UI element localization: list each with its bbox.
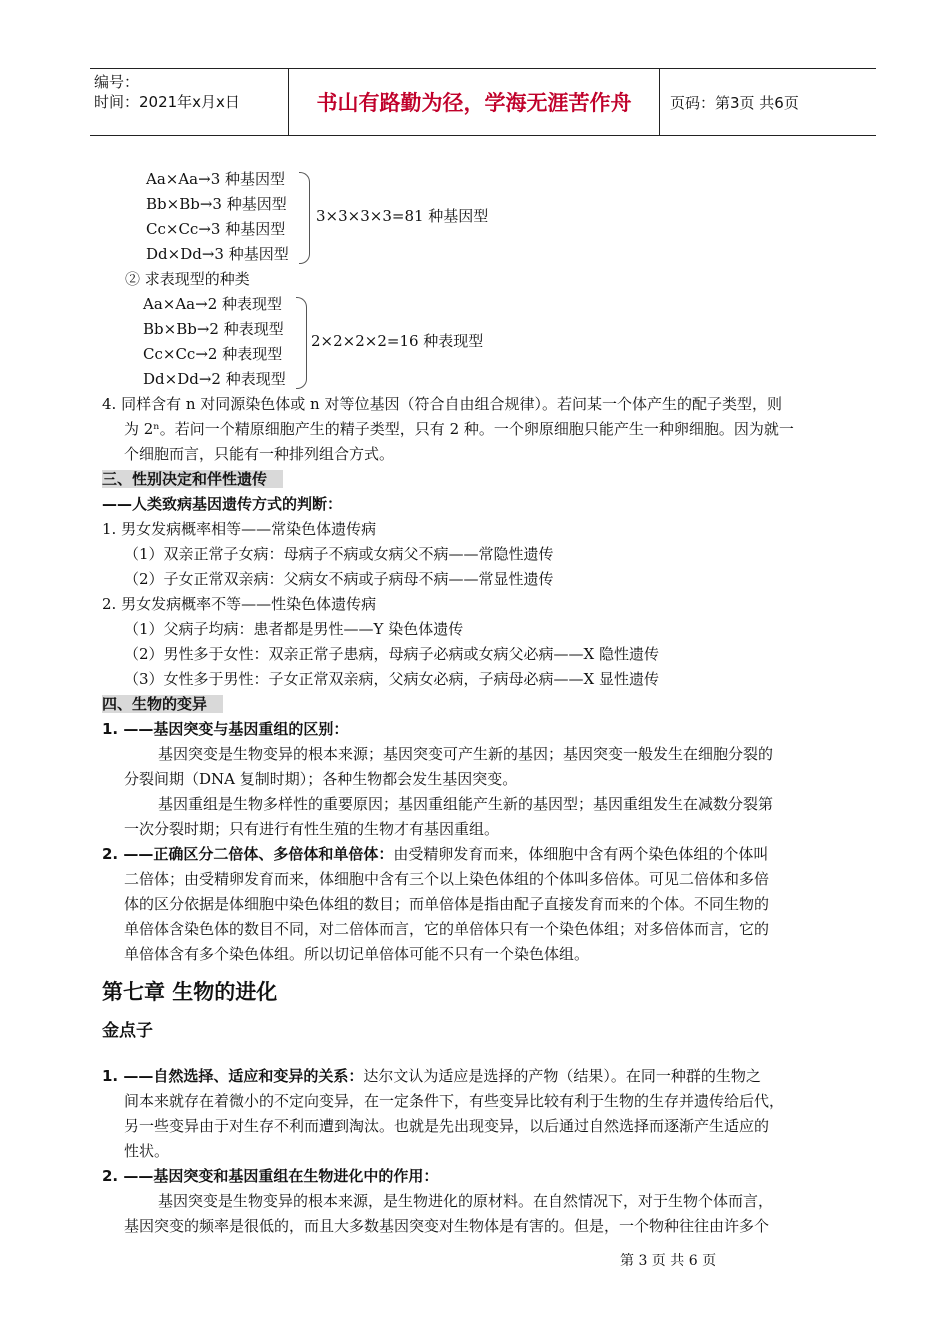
chapter-subtitle: 金点子 (102, 1021, 153, 1041)
section4-item1-head: 1. ——基因突变与基因重组的区别： (102, 720, 349, 738)
phenotype-heading: ② 求表现型的种类 (125, 270, 250, 288)
section4-para2: 一次分裂时期；只有进行有性生殖的生物才有基因重组。 (124, 820, 500, 838)
section4-item2-text: 由受精卵发育而来，体细胞中含有两个染色体组的个体叫 (393, 845, 769, 863)
section3-subtitle: ——人类致病基因遗传方式的判断： (102, 495, 343, 513)
page-header (90, 68, 876, 136)
chapter7-item1-text: 达尔文认为适应是选择的产物（结果）。在同一种群的生物之 (363, 1067, 761, 1085)
header-motto: 书山有路勤为径，学海无涯苦作舟 (288, 69, 660, 135)
chapter7-item1-line: 性状。 (124, 1142, 170, 1160)
header-number-label: 编号： (94, 73, 140, 91)
phenotype-row: Aa×Aa→2 种表现型 (143, 295, 282, 313)
section4-item2-line: 单倍体含有多个染色体组。所以切记单倍体可能不只有一个染色体组。 (124, 945, 590, 963)
phenotype-row: Dd×Dd→2 种表现型 (143, 370, 286, 388)
section3-line: （3）女性多于男性：子女正常双亲病，父病女必病，子病母必病——X 显性遗传 (124, 670, 659, 688)
phenotype-brace (296, 297, 307, 389)
item4-line: 为 2ⁿ。若问一个精原细胞产生的精子类型，只有 2 种。一个卵原细胞只能产生一种卵细胞。因为就一 (124, 420, 794, 438)
section3-line: （2）子女正常双亲病：父病女不病或子病母不病——常显性遗传 (124, 570, 554, 588)
header-meta (90, 69, 288, 135)
section3-line: （1）父病子均病：患者都是男性——Y 染色体遗传 (124, 620, 464, 638)
chapter7-item1-line: 另一些变异由于对生存不利而遭到淘汰。也就是先出现变异，以后通过自然选择而逐渐产生适应的 (124, 1117, 770, 1135)
genotype-row: Cc×Cc→3 种基因型 (146, 220, 286, 238)
section3-title-text: 三、性别决定和伴性遗传 (102, 470, 283, 488)
genotype-brace (299, 172, 310, 264)
section3-line: （1）双亲正常子女病：母病子不病或女病父不病——常隐性遗传 (124, 545, 554, 563)
section4-title (102, 694, 223, 714)
phenotype-result: 2×2×2×2=16 种表现型 (311, 332, 484, 350)
phenotype-row: Bb×Bb→2 种表现型 (143, 320, 284, 338)
section3-line: 2. 男女发病概率不等——性染色体遗传病 (102, 595, 377, 613)
chapter7-item1-bold: 1. ——自然选择、适应和变异的关系： (102, 1067, 364, 1085)
item4-line: 4. 同样含有 n 对同源染色体或 n 对等位基因（符合自由组合规律）。若问某一个体产生的配子类型，则 (102, 395, 782, 413)
chapter7-item1 (102, 1066, 761, 1086)
genotype-row: Aa×Aa→3 种基因型 (146, 170, 285, 188)
section4-para1: 基因突变是生物变异的根本来源；基因突变可产生新的基因；基因突变一般发生在细胞分裂的 (158, 745, 774, 763)
chapter7-item2-head: 2. ——基因突变和基因重组在生物进化中的作用： (102, 1167, 439, 1185)
genotype-result: 3×3×3×3=81 种基因型 (316, 207, 489, 225)
header-time-label: 时间：2021年x月x日 (94, 93, 240, 111)
section4-para1: 分裂间期（DNA 复制时期）；各种生物都会发生基因突变。 (124, 770, 518, 788)
section4-para2: 基因重组是生物多样性的重要原因；基因重组能产生新的基因型；基因重组发生在减数分裂第 (158, 795, 774, 813)
header-page-label: 页码：第3页 共6页 (670, 94, 799, 112)
genotype-row: Bb×Bb→3 种基因型 (146, 195, 287, 213)
section4-item2-line: 单倍体含染色体的数目不同，对二倍体而言，它的单倍体只有一个染色体组；对多倍体而言，它的 (124, 920, 770, 938)
item4-line: 个细胞而言，只能有一种排列组合方式。 (124, 445, 395, 463)
chapter7-item2-line: 基因突变的频率是很低的，而且大多数基因突变对生物体是有害的。但是，一个物种往往由许多个 (124, 1217, 770, 1235)
section3-line: （2）男性多于女性：双亲正常子患病，母病子必病或女病父必病——X 隐性遗传 (124, 645, 659, 663)
section4-item2-bold: 2. ——正确区分二倍体、多倍体和单倍体： (102, 845, 394, 863)
chapter-title: 第七章 生物的进化 (102, 980, 278, 1004)
section3-title (102, 469, 283, 489)
section3-line: 1. 男女发病概率相等——常染色体遗传病 (102, 520, 377, 538)
section4-item2-line: 体的区分依据是体细胞中染色体组的数目；而单倍体是指由配子直接发育而来的个体。不同生物的 (124, 895, 770, 913)
phenotype-row: Cc×Cc→2 种表现型 (143, 345, 283, 363)
chapter7-item2-line: 基因突变是生物变异的根本来源，是生物进化的原材料。在自然情况下，对于生物个体而言， (158, 1192, 774, 1210)
section4-item2 (102, 844, 768, 864)
page-footer: 第 3 页 共 6 页 (620, 1253, 717, 1269)
section4-item2-line: 二倍体；由受精卵发育而来，体细胞中含有三个以上染色体组的个体叫多倍体。可见二倍体和多倍 (124, 870, 770, 888)
genotype-row: Dd×Dd→3 种基因型 (146, 245, 289, 263)
section4-title-text: 四、生物的变异 (102, 695, 223, 713)
chapter7-item1-line: 间本来就存在着微小的不定向变异，在一定条件下，有些变异比较有利于生物的生存并遗传给后代， (124, 1092, 785, 1110)
